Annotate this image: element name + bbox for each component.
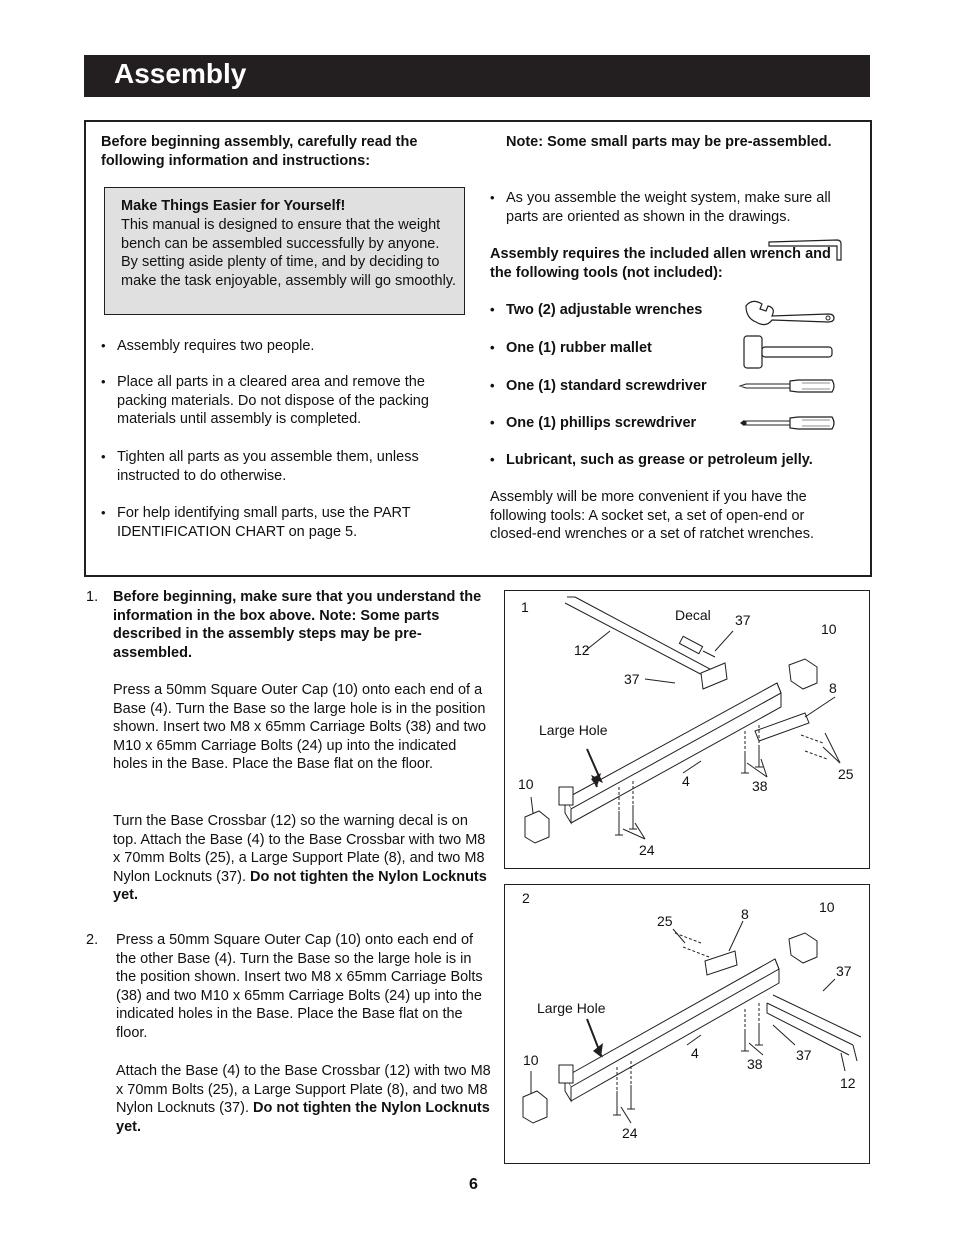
step-number: 1. xyxy=(86,589,99,605)
callout-24: 24 xyxy=(639,842,655,858)
phillips-screwdriver-icon xyxy=(738,413,838,433)
adjustable-wrench-icon xyxy=(742,298,836,328)
bullet-icon: • xyxy=(101,449,106,464)
step-paragraph: Press a 50mm Square Outer Cap (10) onto each end of the other Base (4). Turn the Base so the large hole is in the position shown. Insert two M8 x 65mm Carriage Bolts (38) and two M10 x 65mm Carriage Bolts (24) up into the indicated holes in the Base. Place the Base flat on the floor. xyxy=(116,932,483,1041)
callout-large-hole: Large Hole xyxy=(539,722,608,738)
page-number: 6 xyxy=(469,1176,478,1193)
callout-38: 38 xyxy=(747,1056,763,1072)
callout-4: 4 xyxy=(682,773,690,789)
callout-24: 24 xyxy=(622,1125,638,1141)
callout-8: 8 xyxy=(741,906,749,922)
intro-heading: Before beginning assembly, carefully read the following information and instructions: xyxy=(101,134,418,169)
callout-10: 10 xyxy=(819,899,835,915)
step-number: 2. xyxy=(86,932,99,948)
callout-4: 4 xyxy=(691,1045,699,1061)
figure-number: 1 xyxy=(521,599,529,615)
section-title: Assembly xyxy=(114,58,247,89)
convenient-text: Assembly will be more convenient if you have the following tools: A socket set, a set of open-end or closed-end wrenches or a set of ratchet wrenches. xyxy=(490,489,814,543)
figure-2-drawing xyxy=(505,885,869,1163)
callout-12: 12 xyxy=(840,1075,856,1091)
figure-1 xyxy=(504,590,870,869)
callout-10: 10 xyxy=(821,621,837,637)
callout-37: 37 xyxy=(624,671,640,687)
figure-number: 2 xyxy=(522,890,530,906)
callout-large-hole: Large Hole xyxy=(537,1000,606,1016)
bullet-icon: • xyxy=(490,452,495,467)
standard-screwdriver-icon xyxy=(738,376,838,396)
rubber-mallet-icon xyxy=(742,334,836,370)
note-text: Note: Some small parts may be pre-assembled. xyxy=(506,134,832,150)
figure-2 xyxy=(504,884,870,1164)
callout-38: 38 xyxy=(752,778,768,794)
section-header xyxy=(84,55,870,97)
bullet-icon: • xyxy=(490,340,495,355)
bullet-icon: • xyxy=(101,374,106,389)
callout-37: 37 xyxy=(735,612,751,628)
step-intro: Before beginning, make sure that you understand the information in the box above. Note: Some parts described in the assembly steps may be pre-assembled. xyxy=(113,589,482,661)
callout-8: 8 xyxy=(829,680,837,696)
bullet-icon: • xyxy=(101,338,106,353)
callout-10: 10 xyxy=(523,1052,539,1068)
step-paragraph: Press a 50mm Square Outer Cap (10) onto each end of a Base (4). Turn the Base so the large hole is in the position shown. Insert two M8 x 65mm Carriage Bolts (38) and two M10 x 65mm Carriage Bolts (24) up into the indicated holes in the Base. Place the Base flat on the floor. xyxy=(113,682,487,773)
tip-title: Make Things Easier for Yourself! xyxy=(121,198,346,214)
callout-25: 25 xyxy=(657,913,673,929)
tools-heading: Assembly requires the included allen wrench and the following tools (not included): xyxy=(490,246,831,281)
callout-25: 25 xyxy=(838,766,854,782)
callout-37: 37 xyxy=(836,963,852,979)
bullet-icon: • xyxy=(490,378,495,393)
callout-37: 37 xyxy=(796,1047,812,1063)
bullet-icon: • xyxy=(101,505,106,520)
step-paragraph: Attach the Base (4) to the Base Crossbar (12) with two M8 x 70mm Bolts (25), a Large Support Plate (8), and two M8 Nylon Locknuts (37). Do not tighten the Nylon Locknuts yet. xyxy=(116,1063,491,1135)
tip-text: This manual is designed to ensure that the weight bench can be assembled successfully by anyone. By setting aside plenty of time, and by deciding to make the task enjoyable, assembly will go smoothly. xyxy=(121,217,456,289)
bullet-icon: • xyxy=(490,190,495,205)
callout-decal: Decal xyxy=(675,607,711,623)
allen-wrench-icon xyxy=(767,236,845,264)
bullet-icon: • xyxy=(490,302,495,317)
callout-12: 12 xyxy=(574,642,590,658)
bullet-icon: • xyxy=(490,415,495,430)
step-paragraph: Turn the Base Crossbar (12) so the warning decal is on top. Attach the Base (4) to the Base Crossbar with two M8 x 70mm Bolts (25), a Large Support Plate (8), and two M8 Nylon Locknuts (37). Do not tighten the Nylon Locknuts yet. xyxy=(113,813,487,904)
callout-10: 10 xyxy=(518,776,534,792)
